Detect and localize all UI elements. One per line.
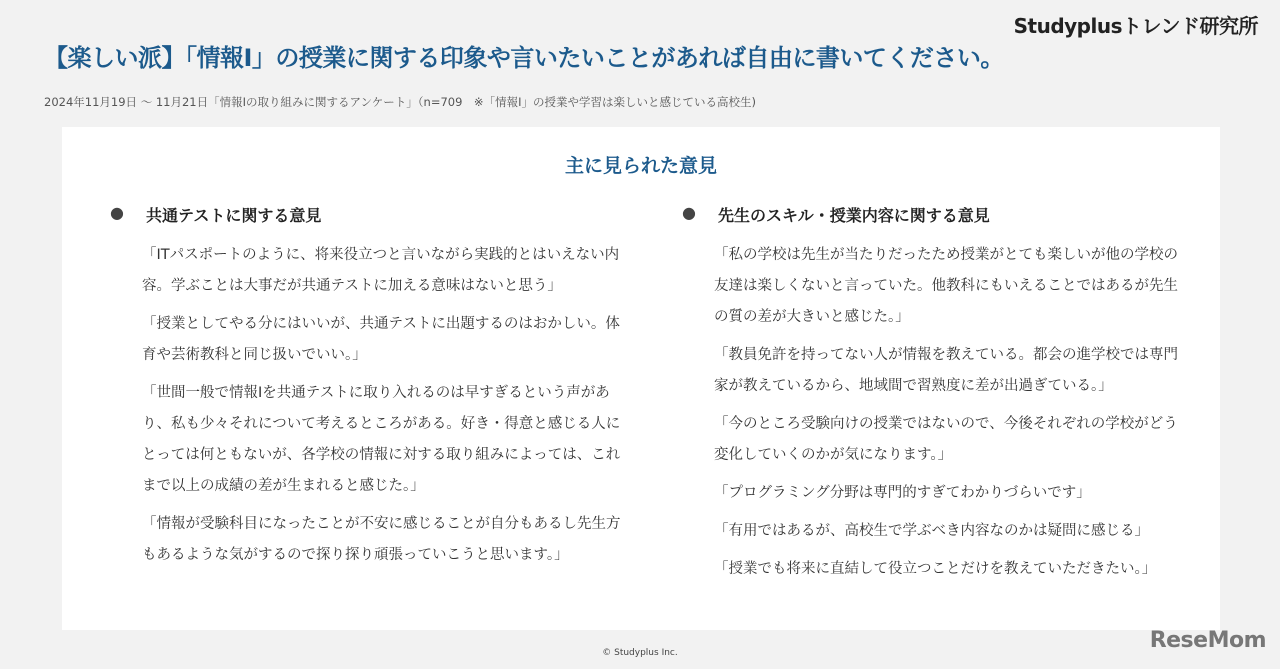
quote: 「情報が受験科目になったことが不安に感じることが自分もあるし先生方もあるような気がするので探り探り頑張っていこうと思います。」 (142, 516, 621, 563)
quote: 「世間一般で情報Iを共通テストに取り入れるのは早すぎるという声があり、私も少々それについて考えるところがある。好き・得意と感じる人にとっては何ともないが、各学校の情報に対する取り組みによっては、これまで以上の成績の差が生まれると感じた。」 (142, 385, 621, 494)
quote: 「プログラミング分野は専門的すぎてわかりづらいです」 (714, 485, 1091, 501)
opinions-card (62, 127, 1220, 630)
quote: 「有用ではあるが、高校生で学ぶべき内容なのかは疑問に感じる」 (714, 523, 1149, 539)
section-heading: 共通テストに関する意見 (145, 206, 322, 225)
quote: 「授業でも将来に直結して役立つことだけを教えていただきたい。」 (714, 561, 1157, 577)
brand-logo: Studyplusトレンド研究所 (1013, 14, 1258, 38)
survey-subtitle: 2024年11月19日 〜 11月21日「情報Ⅰの取り組みに関するアンケート」（n=709 ※「情報Ⅰ」の授業や学習は楽しいと感じている高校生) (44, 95, 756, 109)
page-title: 【楽しい派】「情報Ⅰ」の授業に関する印象や言いたいことがあれば自由に書いてください。 (44, 44, 1004, 72)
bullet-icon: ● (110, 203, 124, 222)
quote: 「授業としてやる分にはいいが、共通テストに出題するのはおかしい。体育や芸術教科と同じ扱いでいい。」 (142, 316, 620, 363)
card-heading: 主に見られた意見 (564, 155, 717, 177)
column-common-test (110, 203, 630, 578)
quote: 「今のところ受験向けの授業ではないので、今後それぞれの学校がどう変化していくのかが気になります。」 (714, 416, 1178, 463)
quote: 「私の学校は先生が当たりだったため授業がとても楽しいが他の学校の友達は楽しくないと言っていた。他教科にもいえることではあるが先生の質の差が大きいと感じた。」 (714, 247, 1178, 325)
quote: 「教員免許を持ってない人が情報を教えている。都会の進学校では専門家が教えているから、地域間で習熟度に差が出過ぎている。」 (714, 347, 1178, 394)
column-teacher-skill (682, 203, 1182, 592)
copyright: © Studyplus Inc. (602, 648, 678, 658)
bullet-icon: ● (682, 203, 696, 222)
resemom-watermark: ReseMom (1149, 628, 1266, 653)
section-heading: 先生のスキル・授業内容に関する意見 (717, 206, 990, 225)
quote: 「ITパスポートのように、将来役立つと言いながら実践的とはいえない内容。学ぶことは大事だが共通テストに加える意味はないと思う」 (142, 247, 620, 294)
